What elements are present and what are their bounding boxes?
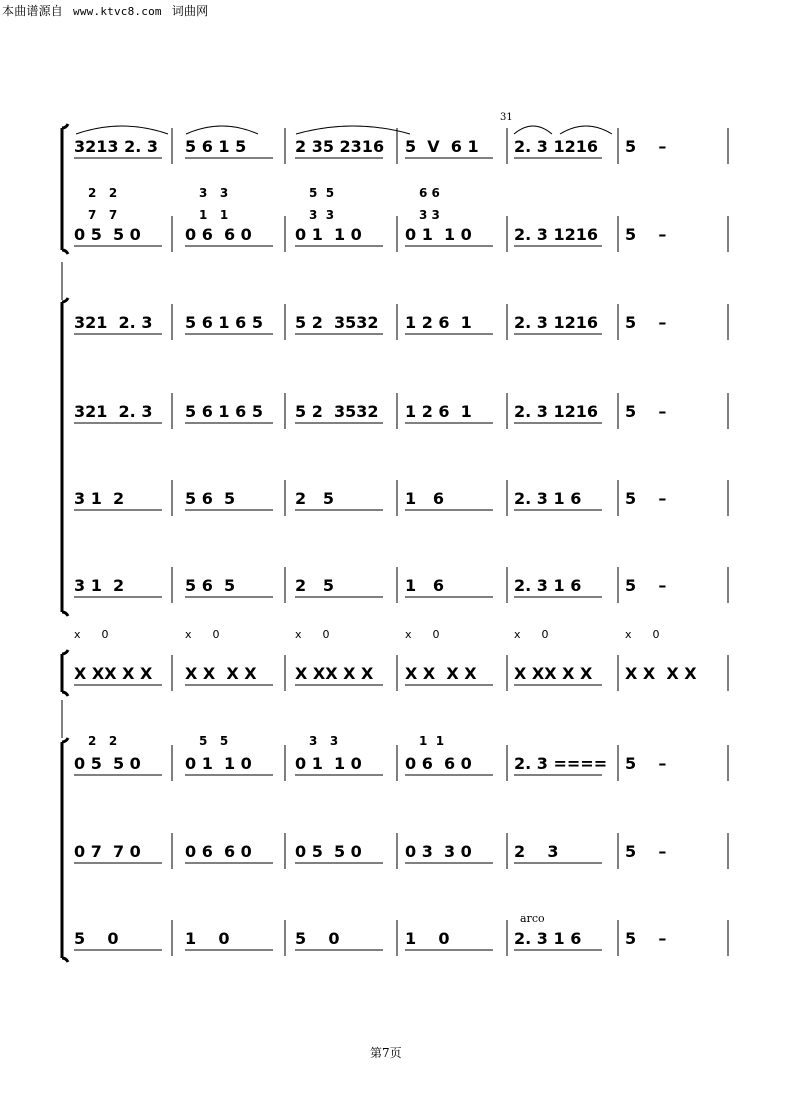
source-label: 本曲谱源自 — [2, 4, 64, 18]
staff-2-5-x-measure-6: x 0 — [625, 628, 660, 641]
staff-2-3-measure-4: 1 6 — [405, 489, 444, 508]
staff-2-2-measure-5: 2. 3 1216 — [514, 402, 599, 421]
arco-marking: arco — [520, 912, 545, 925]
staff-1-2-chords-mid-measure-3: 3 3 — [309, 208, 335, 222]
staff-2-3-measure-3: 2 5 — [295, 489, 334, 508]
staff-2-3-measure-2: 5 6 5 — [185, 489, 236, 508]
staff-3-3-measure-1: 5 0 — [74, 929, 119, 948]
staff-3-1-measure-3: 0 1 1 0 — [295, 754, 362, 773]
staff-2-5-x-measure-5: x 0 — [514, 628, 549, 641]
staff-1-2-measure-2: 0 6 6 0 — [185, 225, 252, 244]
staff-3-2-measure-2: 0 6 6 0 — [185, 842, 252, 861]
staff-2-1-measure-6: 5 – — [625, 313, 667, 332]
staff-2-1-measure-4: 1 2 6 1 — [405, 313, 472, 332]
staff-3-3-measure-3: 5 0 — [295, 929, 340, 948]
staff-1-2-chords-mid-measure-2: 1 1 — [199, 208, 229, 222]
staff-2-6-measure-6: X X X X — [625, 664, 697, 683]
staff-1-2-chords-top-measure-2: 3 3 — [199, 186, 229, 200]
staff-2-1-measure-5: 2. 3 1216 — [514, 313, 599, 332]
staff-1-2-chords-mid-measure-4: 3 3 — [419, 208, 440, 222]
source-tail: 词曲网 — [171, 4, 209, 18]
staff-2-4-measure-3: 2 5 — [295, 576, 334, 595]
staff-3-2-measure-6: 5 – — [625, 842, 667, 861]
staff-3-3-measure-2: 1 0 — [185, 929, 230, 948]
staff-2-1-measure-3: 5 2 3532 — [295, 313, 379, 332]
staff-2-1-measure-1: 321 2. 3 — [74, 313, 153, 332]
staff-2-3-measure-5: 2. 3 1 6 — [514, 489, 582, 508]
staff-3-2-measure-4: 0 3 3 0 — [405, 842, 472, 861]
staff-1-2-measure-6: 5 – — [625, 225, 667, 244]
staff-3-3-measure-4: 1 0 — [405, 929, 450, 948]
staff-1-1-measure-3: 2 35 2316 — [295, 137, 385, 156]
staff-2-3-measure-6: 5 – — [625, 489, 667, 508]
staff-3-3-measure-6: 5 – — [625, 929, 667, 948]
staff-3-1-measure-2: 0 1 1 0 — [185, 754, 252, 773]
staff-1-2-chords-top-measure-3: 5 5 — [309, 186, 335, 200]
staff-2-2-measure-1: 321 2. 3 — [74, 402, 153, 421]
system-3-bracket — [62, 738, 68, 962]
staff-2-2-measure-6: 5 – — [625, 402, 667, 421]
slur-3 — [296, 126, 410, 134]
staff-3-1-measure-5: 2. 3 ==== — [514, 754, 608, 773]
staff-2-2-measure-3: 5 2 3532 — [295, 402, 379, 421]
staff-1-2-measure-3: 0 1 1 0 — [295, 225, 362, 244]
staff-3-3-measure-5: 2. 3 1 6 — [514, 929, 582, 948]
system-1-bracket — [62, 124, 68, 254]
staff-3-2-measure-1: 0 7 7 0 — [74, 842, 141, 861]
staff-2-4-measure-2: 5 6 5 — [185, 576, 236, 595]
staff-1-1-measure-4: 5 V 6 1 — [405, 137, 479, 156]
staff-2-6-measure-2: X X X X — [185, 664, 257, 683]
slur-4 — [514, 126, 552, 134]
staff-2-5-x-measure-4: x 0 — [405, 628, 440, 641]
staff-3-1-measure-6: 5 – — [625, 754, 667, 773]
staff-2-2-measure-4: 1 2 6 1 — [405, 402, 472, 421]
staff-1-1-measure-2: 5 6 1 5 — [185, 137, 247, 156]
slur-2 — [186, 126, 258, 134]
staff-1-2-measure-4: 0 1 1 0 — [405, 225, 472, 244]
staff-3-1-chords-measure-4: 1 1 — [419, 734, 445, 748]
staff-1-2-chords-mid-measure-1: 7 7 — [88, 208, 118, 222]
staff-3-1-chords-measure-3: 3 3 — [309, 734, 339, 748]
source-url[interactable]: www.ktvc8.com — [73, 5, 162, 18]
staff-1-2-measure-5: 2. 3 1216 — [514, 225, 599, 244]
staff-2-4-measure-1: 3 1 2 — [74, 576, 125, 595]
staff-2-1-measure-2: 5 6 1 6 5 — [185, 313, 263, 332]
staff-2-6-measure-1: X XX X X — [74, 664, 153, 683]
percussion-bracket — [62, 650, 68, 696]
system-2-bracket — [62, 298, 68, 616]
staff-1-2-chords-top-measure-1: 2 2 — [88, 186, 118, 200]
page-number: 第7页 — [370, 1046, 402, 1060]
staff-1-1-measure-6: 5 – — [625, 137, 667, 156]
staff-3-1-measure-1: 0 5 5 0 — [74, 754, 141, 773]
staff-2-6-measure-3: X XX X X — [295, 664, 374, 683]
staff-2-5-x-measure-1: x 0 — [74, 628, 109, 641]
staff-3-2-measure-3: 0 5 5 0 — [295, 842, 362, 861]
staff-3-1-chords-measure-1: 2 2 — [88, 734, 118, 748]
staff-2-3-measure-1: 3 1 2 — [74, 489, 125, 508]
staff-3-2-measure-5: 2 3 — [514, 842, 559, 861]
slur-5 — [560, 126, 612, 134]
staff-1-1-measure-1: 3213 2. 3 — [74, 137, 159, 156]
staff-2-6-measure-4: X X X X — [405, 664, 477, 683]
staff-1-2-measure-1: 0 5 5 0 — [74, 225, 141, 244]
staff-2-5-x-measure-3: x 0 — [295, 628, 330, 641]
staff-2-6-measure-5: X XX X X — [514, 664, 593, 683]
slur-1 — [76, 126, 168, 134]
staff-3-1-chords-measure-2: 5 5 — [199, 734, 229, 748]
staff-2-4-measure-6: 5 – — [625, 576, 667, 595]
staff-2-5-x-measure-2: x 0 — [185, 628, 220, 641]
staff-3-1-measure-4: 0 6 6 0 — [405, 754, 472, 773]
measure-number: 31 — [500, 112, 513, 123]
staff-1-1-measure-5: 2. 3 1216 — [514, 137, 599, 156]
staff-2-4-measure-4: 1 6 — [405, 576, 444, 595]
staff-2-4-measure-5: 2. 3 1 6 — [514, 576, 582, 595]
staff-1-2-chords-top-measure-4: 6 6 — [419, 186, 440, 200]
staff-2-2-measure-2: 5 6 1 6 5 — [185, 402, 263, 421]
